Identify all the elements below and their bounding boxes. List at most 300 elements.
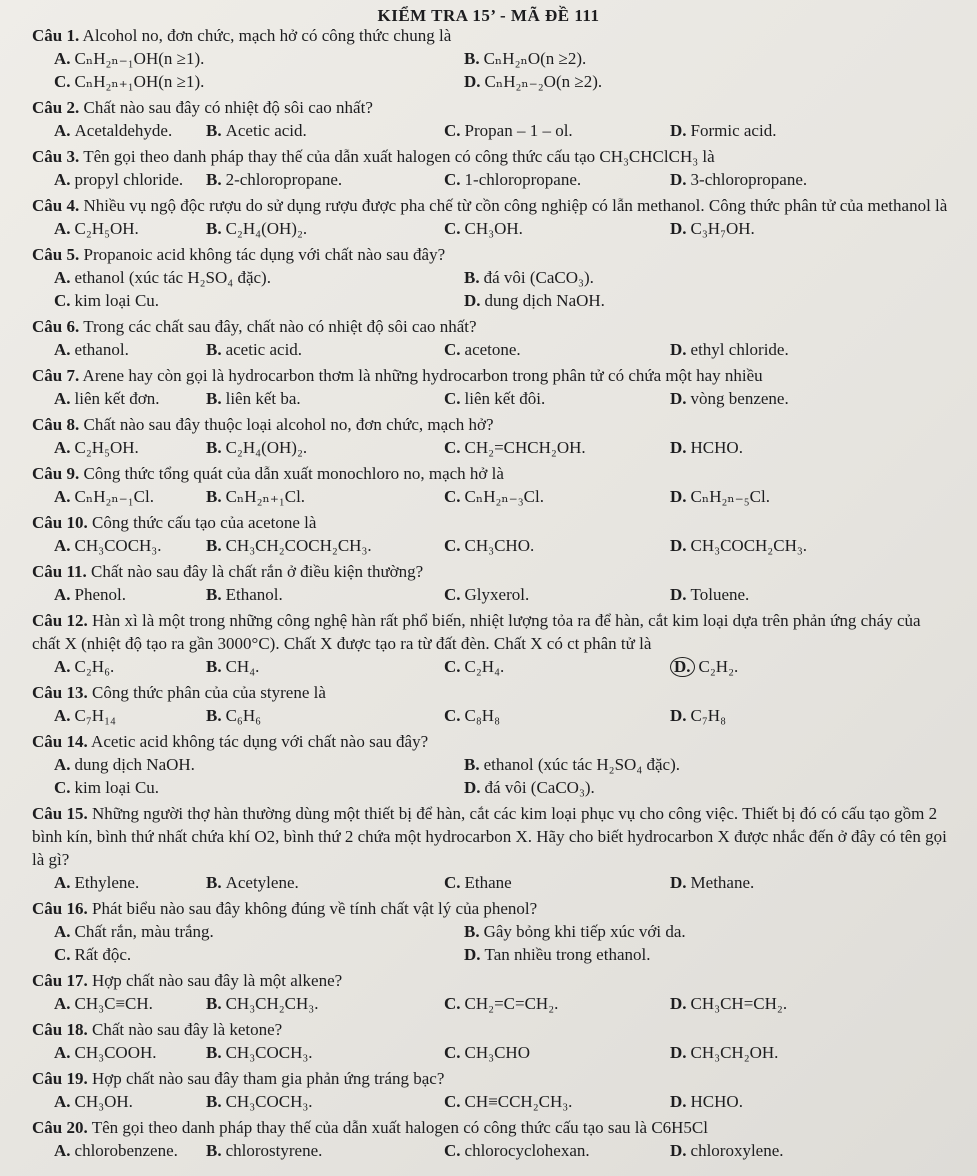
answer-option [670, 871, 920, 894]
answer-option [464, 943, 864, 966]
answer-option [54, 871, 206, 894]
answer-option [54, 168, 206, 191]
answer-option [54, 217, 206, 240]
answer-option [670, 217, 920, 240]
question-number: Câu 4. [32, 196, 80, 215]
option-letter: D. [464, 291, 481, 310]
option-letter: A. [54, 121, 71, 140]
option-text: acetic acid. [225, 340, 303, 359]
answer-option [670, 485, 920, 508]
answer-option [444, 1090, 670, 1113]
answer-option [670, 992, 920, 1015]
option-letter: B. [206, 438, 222, 457]
option-text: HCHO. [690, 1092, 743, 1111]
answer-option [464, 920, 864, 943]
question-text: Propanoic acid không tác dụng với chất nào sau đây? [83, 245, 446, 264]
option-letter: B. [206, 1092, 222, 1111]
answer-options [32, 338, 952, 361]
answer-option [670, 534, 920, 557]
option-text: Rất độc. [74, 945, 132, 964]
option-text: CH₃OH. [464, 219, 523, 238]
option-letter: B. [206, 389, 222, 408]
option-text: Gây bỏng khi tiếp xúc với da. [483, 922, 686, 941]
option-letter: C. [54, 291, 71, 310]
answer-option [444, 534, 670, 557]
question-number: Câu 7. [32, 366, 80, 385]
option-letter: C. [444, 340, 461, 359]
option-letter: B. [206, 219, 222, 238]
option-text: CₙH₂ₙ₋₂O(n ≥2). [484, 72, 603, 91]
option-letter: B. [206, 706, 222, 725]
option-text: liên kết đơn. [74, 389, 160, 408]
answer-option [444, 704, 670, 727]
option-text: C₈H₈ [464, 706, 501, 725]
option-text: Ethylene. [74, 873, 140, 892]
answer-option [670, 1090, 920, 1113]
question-stem [32, 1018, 952, 1041]
option-text: CH₃C≡CH. [74, 994, 153, 1013]
answer-option [54, 1041, 206, 1064]
question-text: Hợp chất nào sau đây là một alkene? [91, 971, 343, 990]
option-text: CH₄. [225, 657, 260, 676]
option-text: CH₃CH₂CH₃. [225, 994, 319, 1013]
answer-options [32, 168, 952, 191]
option-letter: B. [464, 755, 480, 774]
option-letter: A. [54, 389, 71, 408]
option-text: CₙH₂ₙ₋₁Cl. [74, 487, 154, 506]
question-11 [32, 560, 952, 606]
option-letter: D. [670, 170, 687, 189]
option-text: đá vôi (CaCO₃). [483, 268, 594, 287]
question-stem [32, 609, 952, 655]
option-letter: C. [444, 706, 461, 725]
option-letter: A. [54, 536, 71, 555]
question-number: Câu 13. [32, 683, 88, 702]
question-17 [32, 969, 952, 1015]
option-letter: D. [670, 873, 687, 892]
option-text: C₇H₁₄ [74, 706, 116, 725]
answer-option [444, 168, 670, 191]
option-letter: C. [444, 389, 461, 408]
option-text: C₂H₆. [74, 657, 115, 676]
question-stem [32, 243, 952, 266]
question-number: Câu 20. [32, 1118, 88, 1137]
answer-option [444, 485, 670, 508]
option-text: chlorostyrene. [225, 1141, 323, 1160]
circled-option-letter: D. [670, 657, 695, 677]
option-text: Toluene. [690, 585, 750, 604]
option-text: 1-chloropropane. [464, 170, 582, 189]
option-text: CH₃COCH₃. [225, 1043, 313, 1062]
option-letter: B. [206, 994, 222, 1013]
option-text: acetone. [464, 340, 521, 359]
answer-option [54, 943, 464, 966]
answer-option [54, 920, 464, 943]
answer-option [670, 168, 920, 191]
answer-option [206, 1090, 444, 1113]
answer-option [444, 655, 670, 678]
option-letter: D. [464, 72, 481, 91]
question-7 [32, 364, 952, 410]
option-text: Tan nhiều trong ethanol. [484, 945, 651, 964]
question-text: Acetic acid không tác dụng với chất nào sau đây? [91, 732, 429, 751]
question-text: Arene hay còn gọi là hydrocarbon thơm là những hydrocarbon trong phân tử có chứa một hay nhiều [82, 366, 763, 385]
question-number: Câu 8. [32, 415, 80, 434]
option-text: liên kết ba. [225, 389, 301, 408]
question-stem [32, 511, 952, 534]
option-letter: B. [206, 170, 222, 189]
question-number: Câu 11. [32, 562, 87, 581]
answer-option [444, 217, 670, 240]
answer-option [444, 583, 670, 606]
answer-option [54, 655, 206, 678]
answer-option [464, 753, 864, 776]
option-text: chlorocyclohexan. [464, 1141, 590, 1160]
question-text: Alcohol no, đơn chức, mạch hở có công thức chung là [82, 26, 452, 45]
question-19 [32, 1067, 952, 1113]
option-letter: D. [670, 585, 687, 604]
question-6 [32, 315, 952, 361]
option-text: chlorobenzene. [74, 1141, 178, 1160]
answer-option [206, 1139, 444, 1162]
question-number: Câu 6. [32, 317, 80, 336]
answer-option [54, 753, 464, 776]
option-letter: D. [670, 219, 687, 238]
question-stem [32, 24, 952, 47]
option-letter: B. [206, 1141, 222, 1160]
answer-option [54, 387, 206, 410]
question-stem [32, 145, 952, 168]
option-text: CH₃COOH. [74, 1043, 157, 1062]
question-number: Câu 10. [32, 513, 88, 532]
option-text: chloroxylene. [690, 1141, 784, 1160]
option-text: C₆H₆ [225, 706, 262, 725]
question-4 [32, 194, 952, 240]
option-letter: A. [54, 219, 71, 238]
option-letter: D. [670, 994, 687, 1013]
question-text: Chất nào sau đây thuộc loại alcohol no, đơn chức, mạch hở? [83, 415, 494, 434]
question-text: Trong các chất sau đây, chất nào có nhiệt độ sôi cao nhất? [83, 317, 477, 336]
option-text: kim loại Cu. [74, 291, 160, 310]
answer-option [54, 266, 464, 289]
answer-option [670, 704, 920, 727]
answer-options [32, 1090, 952, 1113]
option-text: CₙH₂ₙ₊₁OH(n ≥1). [74, 72, 205, 91]
question-stem [32, 1116, 952, 1139]
option-letter: A. [54, 438, 71, 457]
option-text: 3-chloropropane. [690, 170, 808, 189]
option-letter: D. [670, 487, 687, 506]
option-text: đá vôi (CaCO₃). [484, 778, 595, 797]
question-text: Những người thợ hàn thường dùng một thiết bị để hàn, cắt các kim loại phục vụ cho công việc. Thiết bị đó có cấu tạo gồm 2 bình kín, bình thứ nhất chứa khí O2, bình thứ 2 chứa một hydrocarbon X. Hãy cho biết hydrocarbon X được nhắc đến ở đây có tên gọi là gì? [32, 804, 947, 869]
answer-option [206, 119, 444, 142]
question-text: Hàn xì là một trong những công nghệ hàn rất phổ biến, nhiệt lượng tỏa ra để hàn, cắt kim loại dựa trên phản ứng cháy của chất X (nhiệt độ tạo ra gần 3000°C). Chất X được tạo ra từ đất đèn. Chất X có ct phân tử là [32, 611, 921, 653]
answer-option [54, 534, 206, 557]
answer-option [54, 436, 206, 459]
question-2 [32, 96, 952, 142]
option-letter: A. [54, 585, 71, 604]
answer-options [32, 436, 952, 459]
question-text: Công thức phân của của styrene là [91, 683, 326, 702]
question-12 [32, 609, 952, 678]
option-letter: C. [444, 873, 461, 892]
question-stem [32, 413, 952, 436]
question-text: Công thức cấu tạo của acetone là [91, 513, 317, 532]
option-text: CH₃OH. [74, 1092, 133, 1111]
answer-option [670, 387, 920, 410]
answer-option [54, 119, 206, 142]
answer-option [206, 436, 444, 459]
question-20 [32, 1116, 952, 1162]
option-letter: C. [54, 778, 71, 797]
question-text: Nhiều vụ ngộ độc rượu do sử dụng rượu được pha chế từ cồn công nghiệp có lẫn methanol. Công thức phân tử của methanol là [83, 196, 948, 215]
answer-options [32, 485, 952, 508]
answer-option [206, 1041, 444, 1064]
answer-option [206, 534, 444, 557]
answer-option [206, 387, 444, 410]
option-text: CH₃CH=CH₂. [690, 994, 788, 1013]
option-text: C₂H₄(OH)₂. [225, 438, 308, 457]
option-text: Ethanol. [225, 585, 283, 604]
answer-option [670, 338, 920, 361]
option-text: CₙH₂ₙ₋₃Cl. [464, 487, 544, 506]
option-text: CH₂=C=CH₂. [464, 994, 559, 1013]
option-letter: C. [444, 994, 461, 1013]
option-text: Ethane [464, 873, 512, 892]
option-text: ethanol. [74, 340, 129, 359]
option-letter: D. [464, 778, 481, 797]
answer-option [54, 47, 464, 70]
answer-option [444, 338, 670, 361]
question-stem [32, 1067, 952, 1090]
question-13 [32, 681, 952, 727]
question-3 [32, 145, 952, 191]
option-letter: D. [670, 340, 687, 359]
question-stem [32, 730, 952, 753]
option-letter: A. [54, 755, 71, 774]
answer-option [670, 1041, 920, 1064]
option-letter: C. [444, 219, 461, 238]
question-stem [32, 560, 952, 583]
option-text: Methane. [690, 873, 755, 892]
option-text: CₙH₂ₙO(n ≥2). [483, 49, 587, 68]
question-number: Câu 5. [32, 245, 80, 264]
answer-option [464, 266, 864, 289]
answer-option [54, 704, 206, 727]
answer-option [54, 1090, 206, 1113]
option-letter: B. [206, 536, 222, 555]
option-text: ethyl chloride. [690, 340, 789, 359]
option-text: CH₃CHO. [464, 536, 535, 555]
question-text: Công thức tổng quát của dẫn xuất monochloro no, mạch hở là [83, 464, 504, 483]
answer-option [54, 485, 206, 508]
option-letter: B. [206, 657, 222, 676]
question-number: Câu 19. [32, 1069, 88, 1088]
answer-options [32, 655, 952, 678]
option-text: CH₃CHO [464, 1043, 530, 1062]
answer-option [444, 119, 670, 142]
option-text: dung dịch NaOH. [74, 755, 195, 774]
answer-option [670, 583, 920, 606]
option-letter: C. [444, 1141, 461, 1160]
option-text: CₙH₂ₙ₋₁OH(n ≥1). [74, 49, 205, 68]
option-text: Acetic acid. [225, 121, 307, 140]
option-text: C₂H₂. [698, 657, 739, 676]
option-letter: A. [54, 994, 71, 1013]
answer-option [54, 776, 464, 799]
answer-option [444, 387, 670, 410]
option-letter: A. [54, 706, 71, 725]
option-text: Acetaldehyde. [74, 121, 173, 140]
option-text: ethanol (xúc tác H₂SO₄ đặc). [74, 268, 271, 287]
question-stem [32, 802, 952, 871]
option-text: Glyxerol. [464, 585, 530, 604]
question-stem [32, 969, 952, 992]
answer-option [464, 70, 864, 93]
question-stem [32, 194, 952, 217]
option-text: CH≡CCH₂CH₃. [464, 1092, 573, 1111]
option-letter: B. [464, 268, 480, 287]
question-stem [32, 897, 952, 920]
answer-option [54, 992, 206, 1015]
answer-option [206, 583, 444, 606]
option-text: Formic acid. [690, 121, 777, 140]
question-15 [32, 802, 952, 894]
answer-option [206, 168, 444, 191]
question-number: Câu 14. [32, 732, 88, 751]
option-text: CH₂=CHCH₂OH. [464, 438, 586, 457]
question-10 [32, 511, 952, 557]
option-letter: C. [444, 657, 461, 676]
answer-option [444, 1041, 670, 1064]
option-text: 2-chloropropane. [225, 170, 343, 189]
answer-option [54, 70, 464, 93]
option-letter: C. [444, 121, 461, 140]
answer-options [32, 217, 952, 240]
question-number: Câu 9. [32, 464, 80, 483]
answer-options [32, 266, 952, 312]
question-number: Câu 12. [32, 611, 88, 630]
answer-option [206, 338, 444, 361]
answer-options [32, 920, 952, 966]
answer-option [464, 47, 864, 70]
answer-options [32, 871, 952, 894]
option-letter: D. [670, 1092, 687, 1111]
answer-option [670, 655, 920, 678]
option-letter: B. [464, 922, 480, 941]
option-text: liên kết đôi. [464, 389, 546, 408]
question-text: Chất nào sau đây là chất rắn ở điều kiện thường? [91, 562, 424, 581]
answer-options [32, 387, 952, 410]
answer-options [32, 1139, 952, 1162]
option-text: propyl chloride. [74, 170, 184, 189]
exam-header: KIỂM TRA 15’ - MÃ ĐỀ 111 [377, 6, 600, 25]
question-number: Câu 16. [32, 899, 88, 918]
answer-option [206, 217, 444, 240]
answer-option [54, 338, 206, 361]
option-letter: D. [464, 945, 481, 964]
answer-option [464, 289, 864, 312]
option-letter: B. [206, 585, 222, 604]
answer-options [32, 992, 952, 1015]
question-8 [32, 413, 952, 459]
option-letter: D. [670, 706, 687, 725]
question-text: Tên gọi theo danh pháp thay thế của dẫn xuất halogen có công thức cấu tạo CH₃CHClCH₃ là [83, 147, 715, 166]
question-5 [32, 243, 952, 312]
option-letter: A. [54, 340, 71, 359]
question-16 [32, 897, 952, 966]
option-text: CH₃COCH₃. [74, 536, 162, 555]
answer-options [32, 753, 952, 799]
option-letter: D. [670, 536, 687, 555]
question-text: Chất nào sau đây là ketone? [91, 1020, 283, 1039]
answer-option [444, 436, 670, 459]
question-number: Câu 17. [32, 971, 88, 990]
option-letter: A. [54, 170, 71, 189]
answer-option [444, 1139, 670, 1162]
option-letter: D. [670, 389, 687, 408]
option-text: CₙH₂ₙ₋₅Cl. [690, 487, 770, 506]
question-text: Tên gọi theo danh pháp thay thế của dẫn xuất halogen có công thức cấu tạo sau là C6H5Cl [91, 1118, 708, 1137]
option-text: Phenol. [74, 585, 127, 604]
answer-option [54, 583, 206, 606]
answer-options [32, 119, 952, 142]
option-text: C₂H₄(OH)₂. [225, 219, 308, 238]
option-letter: B. [206, 121, 222, 140]
option-letter: A. [54, 657, 71, 676]
option-text: Acetylene. [225, 873, 299, 892]
answer-option [206, 871, 444, 894]
question-text: Phát biểu nào sau đây không đúng về tính chất vật lý của phenol? [91, 899, 538, 918]
question-18 [32, 1018, 952, 1064]
question-1 [32, 24, 952, 93]
answer-option [206, 655, 444, 678]
option-letter: B. [206, 873, 222, 892]
option-letter: C. [54, 72, 71, 91]
option-letter: A. [54, 268, 71, 287]
option-text: ethanol (xúc tác H₂SO₄ đặc). [483, 755, 681, 774]
option-letter: C. [444, 170, 461, 189]
question-list [32, 24, 952, 1165]
option-letter: D. [670, 438, 687, 457]
answer-options [32, 47, 952, 93]
option-text: C₇H₈ [690, 706, 727, 725]
option-text: C₂H₅OH. [74, 219, 139, 238]
answer-option [444, 871, 670, 894]
option-letter: C. [444, 1043, 461, 1062]
question-stem [32, 364, 952, 387]
option-text: kim loại Cu. [74, 778, 160, 797]
option-letter: A. [54, 1043, 71, 1062]
question-stem [32, 462, 952, 485]
option-text: Chất rắn, màu trắng. [74, 922, 214, 941]
option-text: HCHO. [690, 438, 743, 457]
option-text: dung dịch NaOH. [484, 291, 605, 310]
option-letter: C. [444, 438, 461, 457]
option-text: Propan – 1 – ol. [464, 121, 573, 140]
question-stem [32, 681, 952, 704]
question-text: Chất nào sau đây có nhiệt độ sôi cao nhất? [83, 98, 373, 117]
question-number: Câu 3. [32, 147, 80, 166]
answer-option [464, 776, 864, 799]
answer-option [206, 704, 444, 727]
option-letter: C. [444, 487, 461, 506]
option-letter: B. [206, 340, 222, 359]
question-stem [32, 96, 952, 119]
option-letter: D. [670, 1141, 687, 1160]
answer-option [206, 485, 444, 508]
option-text: CH₃CH₂COCH₂CH₃. [225, 536, 372, 555]
